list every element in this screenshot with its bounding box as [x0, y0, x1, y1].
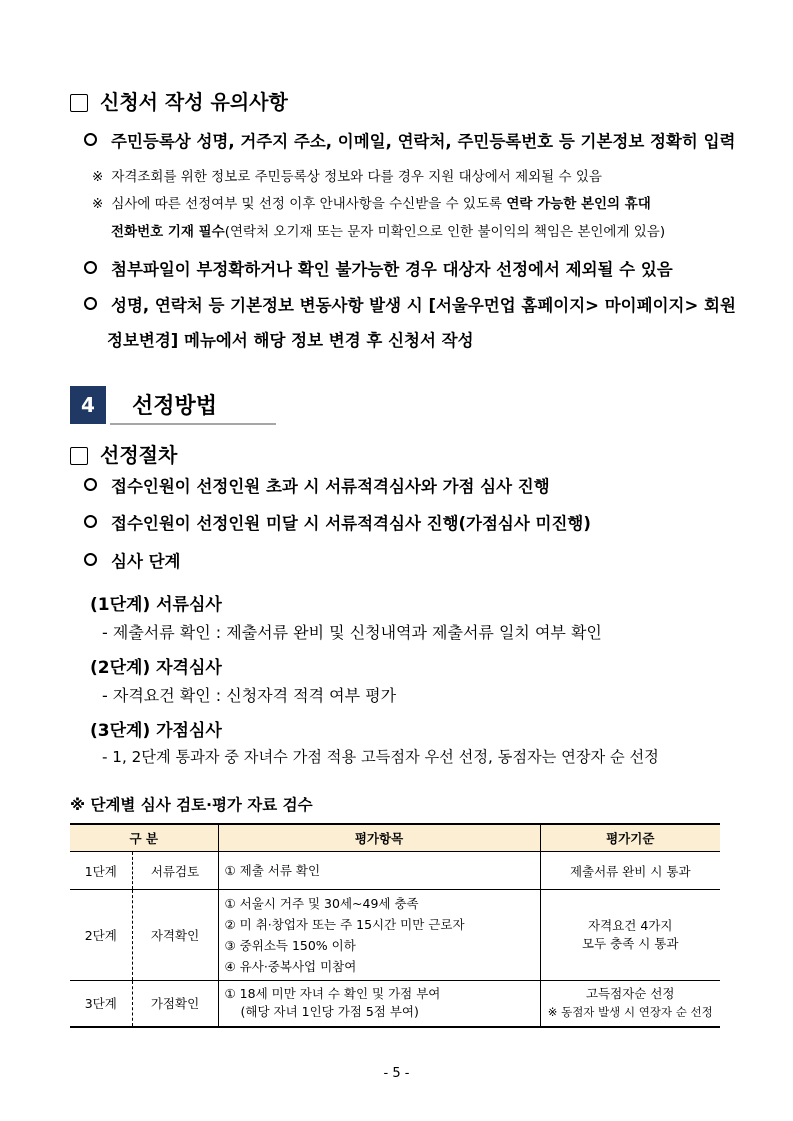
procedure-heading — [70, 439, 177, 468]
notes-section-heading — [70, 86, 288, 115]
note-text: 심사에 따른 선정여부 및 선정 이후 안내사항을 수신받을 수 있도록 — [111, 196, 507, 212]
table-header-row — [70, 824, 720, 852]
item-text: ② 미 취·창업자 또는 주 15시간 미만 근로자 — [224, 917, 465, 932]
page-number: - 5 - — [383, 1066, 410, 1081]
cell-type: 자격확인 — [132, 890, 218, 981]
stage-label: (2단계) 자격심사 — [90, 658, 222, 678]
note-mark: ※ — [92, 196, 104, 212]
item-text: ① 18세 미만 자녀 수 확인 및 가점 부여 — [224, 986, 441, 1002]
notes-section-title: 신청서 작성 유의사항 — [100, 90, 288, 114]
item-text: ④ 유사·중복사업 미참여 — [224, 959, 357, 974]
table-row — [70, 852, 720, 890]
bullet-text: 성명, 연락처 등 기본정보 변동사항 발생 시 [서울우먼업 홈페이지> 마이페이지> 회원 — [111, 296, 736, 315]
stage-description: - 자격요건 확인 : 신청자격 적격 여부 평가 — [102, 686, 397, 705]
stage-description: - 제출서류 확인 : 제출서류 완비 및 신청내역과 제출서류 일치 여부 확인 — [102, 623, 602, 642]
note-emphasis: 연락 가능한 본인의 휴대 — [506, 196, 651, 212]
table-title: ※ 단계별 심사 검토·평가 자료 검수 — [70, 796, 313, 814]
cell-criteria — [540, 981, 720, 1027]
bullet-item — [84, 292, 736, 316]
cell-type: 가점확인 — [132, 981, 218, 1027]
bullet-text: 주민등록상 성명, 거주지 주소, 이메일, 연락처, 주민등록번호 등 기본정보 정확히 입력 — [111, 132, 736, 151]
criteria-text: 고득점자순 선정 — [586, 986, 675, 1002]
note-emphasis: 전화번호 기재 필수 — [111, 224, 225, 240]
table-row — [70, 890, 720, 981]
note-line — [92, 192, 651, 212]
item-text: ① 서울시 거주 및 30세~49세 충족 — [224, 896, 419, 911]
criteria-text: 모두 충족 시 통과 — [582, 936, 679, 951]
bullet-text: 접수인원이 선정인원 초과 시 서류적격심사와 가점 심사 진행 — [111, 477, 550, 496]
bullet-item — [84, 510, 591, 534]
circle-bullet-icon — [84, 261, 97, 274]
criteria-text: 자격요건 4가지 — [588, 918, 673, 933]
header-category: 구 분 — [70, 824, 218, 852]
evaluation-table — [70, 823, 720, 1028]
cell-criteria — [540, 890, 720, 981]
stage-description: - 1, 2단계 통과자 중 자녀수 가점 적용 고득점자 우선 선정, 동점자는 연장자 순 선정 — [102, 748, 659, 766]
cell-stage: 1단계 — [70, 852, 132, 890]
circle-bullet-icon — [84, 515, 97, 528]
criteria-text: ※ 동점자 발생 시 연장자 순 선정 — [547, 1005, 713, 1020]
note-line-cont — [111, 220, 665, 240]
bullet-item — [84, 473, 550, 497]
cell-criteria — [540, 852, 720, 890]
table-row — [70, 981, 720, 1027]
criteria-text: 제출서류 완비 시 통과 — [569, 863, 691, 879]
cell-items — [218, 890, 540, 981]
cell-type: 서류검토 — [132, 852, 218, 890]
item-text: ③ 중위소득 150% 이하 — [224, 938, 356, 953]
section-title-underline — [110, 423, 276, 425]
note-line — [92, 165, 602, 185]
procedure-title: 선정절차 — [100, 443, 178, 467]
cell-items — [218, 852, 540, 890]
item-text: (해당 자녀 1인당 가점 5점 부여) — [240, 1004, 419, 1020]
section-title: 선정방법 — [132, 394, 218, 419]
note-text: 자격조회를 위한 정보로 주민등록상 정보와 다를 경우 지원 대상에서 제외될 수 있음 — [111, 169, 602, 185]
bullet-text: 심사 단계 — [111, 552, 181, 571]
bullet-text: 첨부파일이 부정확하거나 확인 불가능한 경우 대상자 선정에서 제외될 수 있음 — [111, 260, 673, 279]
cell-items — [218, 981, 540, 1027]
bullet-text: 접수인원이 선정인원 미달 시 서류적격심사 진행(가점심사 미진행) — [111, 514, 591, 533]
bullet-continuation: 정보변경] 메뉴에서 해당 정보 변경 후 신청서 작성 — [107, 331, 474, 350]
header-items: 평가항목 — [218, 824, 540, 852]
circle-bullet-icon — [84, 297, 97, 310]
cell-stage: 2단계 — [70, 890, 132, 981]
bullet-item — [84, 548, 181, 572]
checkbox-square-icon — [70, 94, 88, 112]
bullet-item — [84, 256, 673, 280]
note-text: (연락처 오기재 또는 문자 미확인으로 인한 불이익의 책임은 본인에게 있음) — [224, 224, 666, 240]
header-criteria: 평가기준 — [540, 824, 720, 852]
checkbox-square-icon — [70, 447, 88, 465]
bullet-item — [84, 128, 735, 152]
item-text: ① 제출 서류 확인 — [224, 863, 321, 878]
note-mark: ※ — [92, 169, 104, 185]
stage-label: (3단계) 가점심사 — [90, 721, 222, 741]
section-number-badge: 4 — [70, 386, 106, 424]
circle-bullet-icon — [84, 478, 97, 491]
cell-stage: 3단계 — [70, 981, 132, 1027]
stage-label: (1단계) 서류심사 — [90, 595, 222, 615]
circle-bullet-icon — [84, 553, 97, 566]
circle-bullet-icon — [84, 133, 97, 146]
